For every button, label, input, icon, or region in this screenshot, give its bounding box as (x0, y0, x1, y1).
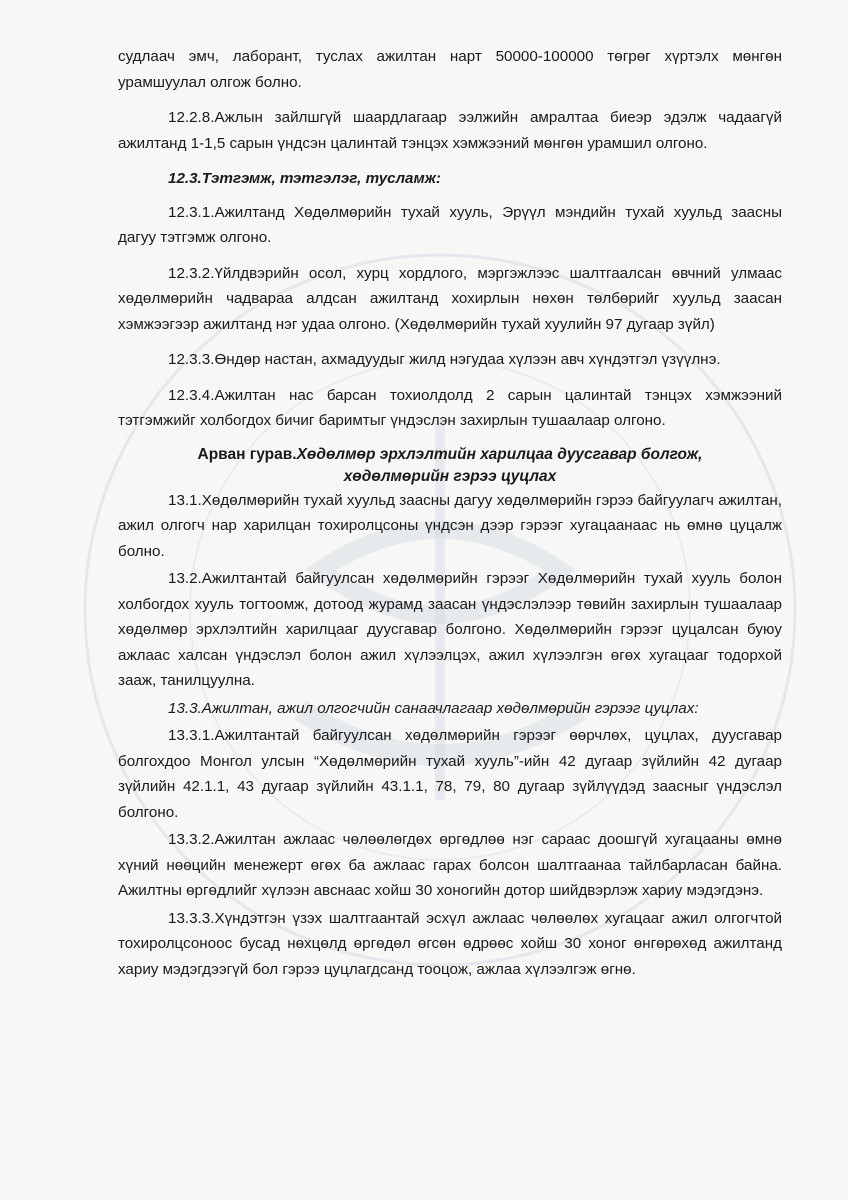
chapter-title (118, 444, 782, 488)
paragraph-12-3-4: 12.3.4.Ажилтан нас барсан тохиолдолд 2 сарын цалинтай тэнцэх хэмжээний тэтгэмжийг холбогдох бичиг баримтыг үндэслэн захирлын тушаалаар олгоно. (118, 386, 782, 429)
paragraph-12-3-3: 12.3.3.Өндөр настан, ахмадуудыг жилд нэгудаа хүлээн авч хүндэтгэл үзүүлнэ. (168, 351, 721, 368)
paragraph-13-1: 13.1.Хөдөлмөрийн тухай хуульд заасны дагуу хөдөлмөрийн гэрээ байгуулагч ажилтан, ажил олгогч нар харилцан тохиролцсоны үндсэн дээр гэрээг хугацаанаас нь өмнө цуцалж болно. (118, 491, 782, 560)
paragraph-13-3-2: 13.3.2.Ажилтан ажлаас чөлөөлөгдөх өргөдлөө нэг сараас доошгүй хугацааны өмнө хүний нөөцийн менежерт өгөх ба ажлаас гарах болсон шалтгаанаа тайлбарласан байна. Ажилтны өргөдлийг хүлээн авснаас хойш 30 хоногийн дотор шийдвэрлэж хариу мэдэгдэнэ. (118, 831, 782, 899)
paragraph-13-2: 13.2.Ажилтантай байгуулсан хөдөлмөрийн гэрээг Хөдөлмөрийн тухай хууль болон холбогдох хууль тогтоомж, дотоод журамд заасан үндэслэлээр төвийн захирлын тушаалаар хөдөлмөр эрхлэлтийн харилцааг дуусгавар болгоно. Хөдөлмөрийн гэрээг цуцалсан буюу ажлаас халсан үндэслэл болон ажил хүлээлцэх, ажил хүлээлгэн өгөх хугацааг тодорхой заaж, танилцуулна. (118, 570, 782, 689)
paragraph-continuation: судлаач эмч, лаборант, туслах ажилтан нарт 50000-100000 төгрөг хүртэлх мөнгөн урамшуулал олгож болно. (118, 48, 782, 91)
chapter-title-line-1: Хөдөлмөр эрхлэлтийн харилцаа дуусгавар болгож, (296, 445, 703, 463)
paragraph-12-3-1: 12.3.1.Ажилтанд Хөдөлмөрийн тухай хууль, Эрүүл мэндийн тухай хуульд заасны дагуу тэтгэмж олгоно. (118, 203, 782, 246)
chapter-title-line-2: хөдөлмөрийн гэрээ цуцлах (343, 467, 557, 485)
section-heading-12-3: 12.3.Тэтгэмж, тэтгэлэг, тусламж: (168, 170, 441, 187)
paragraph-12-2-8: 12.2.8.Ажлын зайлшгүй шаардлагаар ээлжийн амралтаа биеэр эдэлж чадаагүй ажилтанд 1-1,5 сарын үндсэн цалинтай тэнцэх хэмжээний мөнгөн урамшил олгоно. (118, 109, 782, 152)
paragraph-13-3-1: 13.3.1.Ажилтантай байгуулсан хөдөлмөрийн гэрээг өөрчлөх, цуцлах, дуусгавар болгохдоо Монгол улсын “Хөдөлмөрийн тухай хууль”-ийн 42 дугаар зүйлийн 42 дугаар зүйлийн 42.1.1, 43 дугаар зүйлийн 43.1.1, 78, 79, 80 дугаар зүйлүүдэд заасныг үндэслэл болгоно. (118, 727, 782, 821)
chapter-number: Арван гурав. (197, 445, 297, 463)
document-body (118, 44, 782, 984)
paragraph-12-3-2: 12.3.2.Үйлдвэрийн осол, хурц хордлого, мэргэжлээс шалтгаалсан өвчний улмаас хөдөлмөрийн чадвараа алдсан ажилтанд хохирлын нөхөн төлбөрийг хуульд заасан хэмжээгээр ажилтанд нэг удаа олгоно. (Хөдөлмөрийн тухай хуулийн 97 дугаар зүйл) (118, 264, 782, 333)
section-heading-13-3: 13.3.Ажилтан, ажил олгогчийн санаачлагаар хөдөлмөрийн гэрээг цуцлах: (168, 699, 699, 717)
paragraph-13-3-3: 13.3.3.Хүндэтгэн үзэх шалтгаантай эсхүл ажлаас чөлөөлөх хугацааг ажил олгогчтой тохиролцсоноос бусад нөхцөлд өргөдөл өгсөн өдрөөс хойш 30 хоног өнгөрөхөд ажилтанд хариу мэдэгдээгүй бол гэрээ цуцлагдсанд тооцож, ажлаа хүлээлгэж өгнө. (118, 909, 782, 978)
